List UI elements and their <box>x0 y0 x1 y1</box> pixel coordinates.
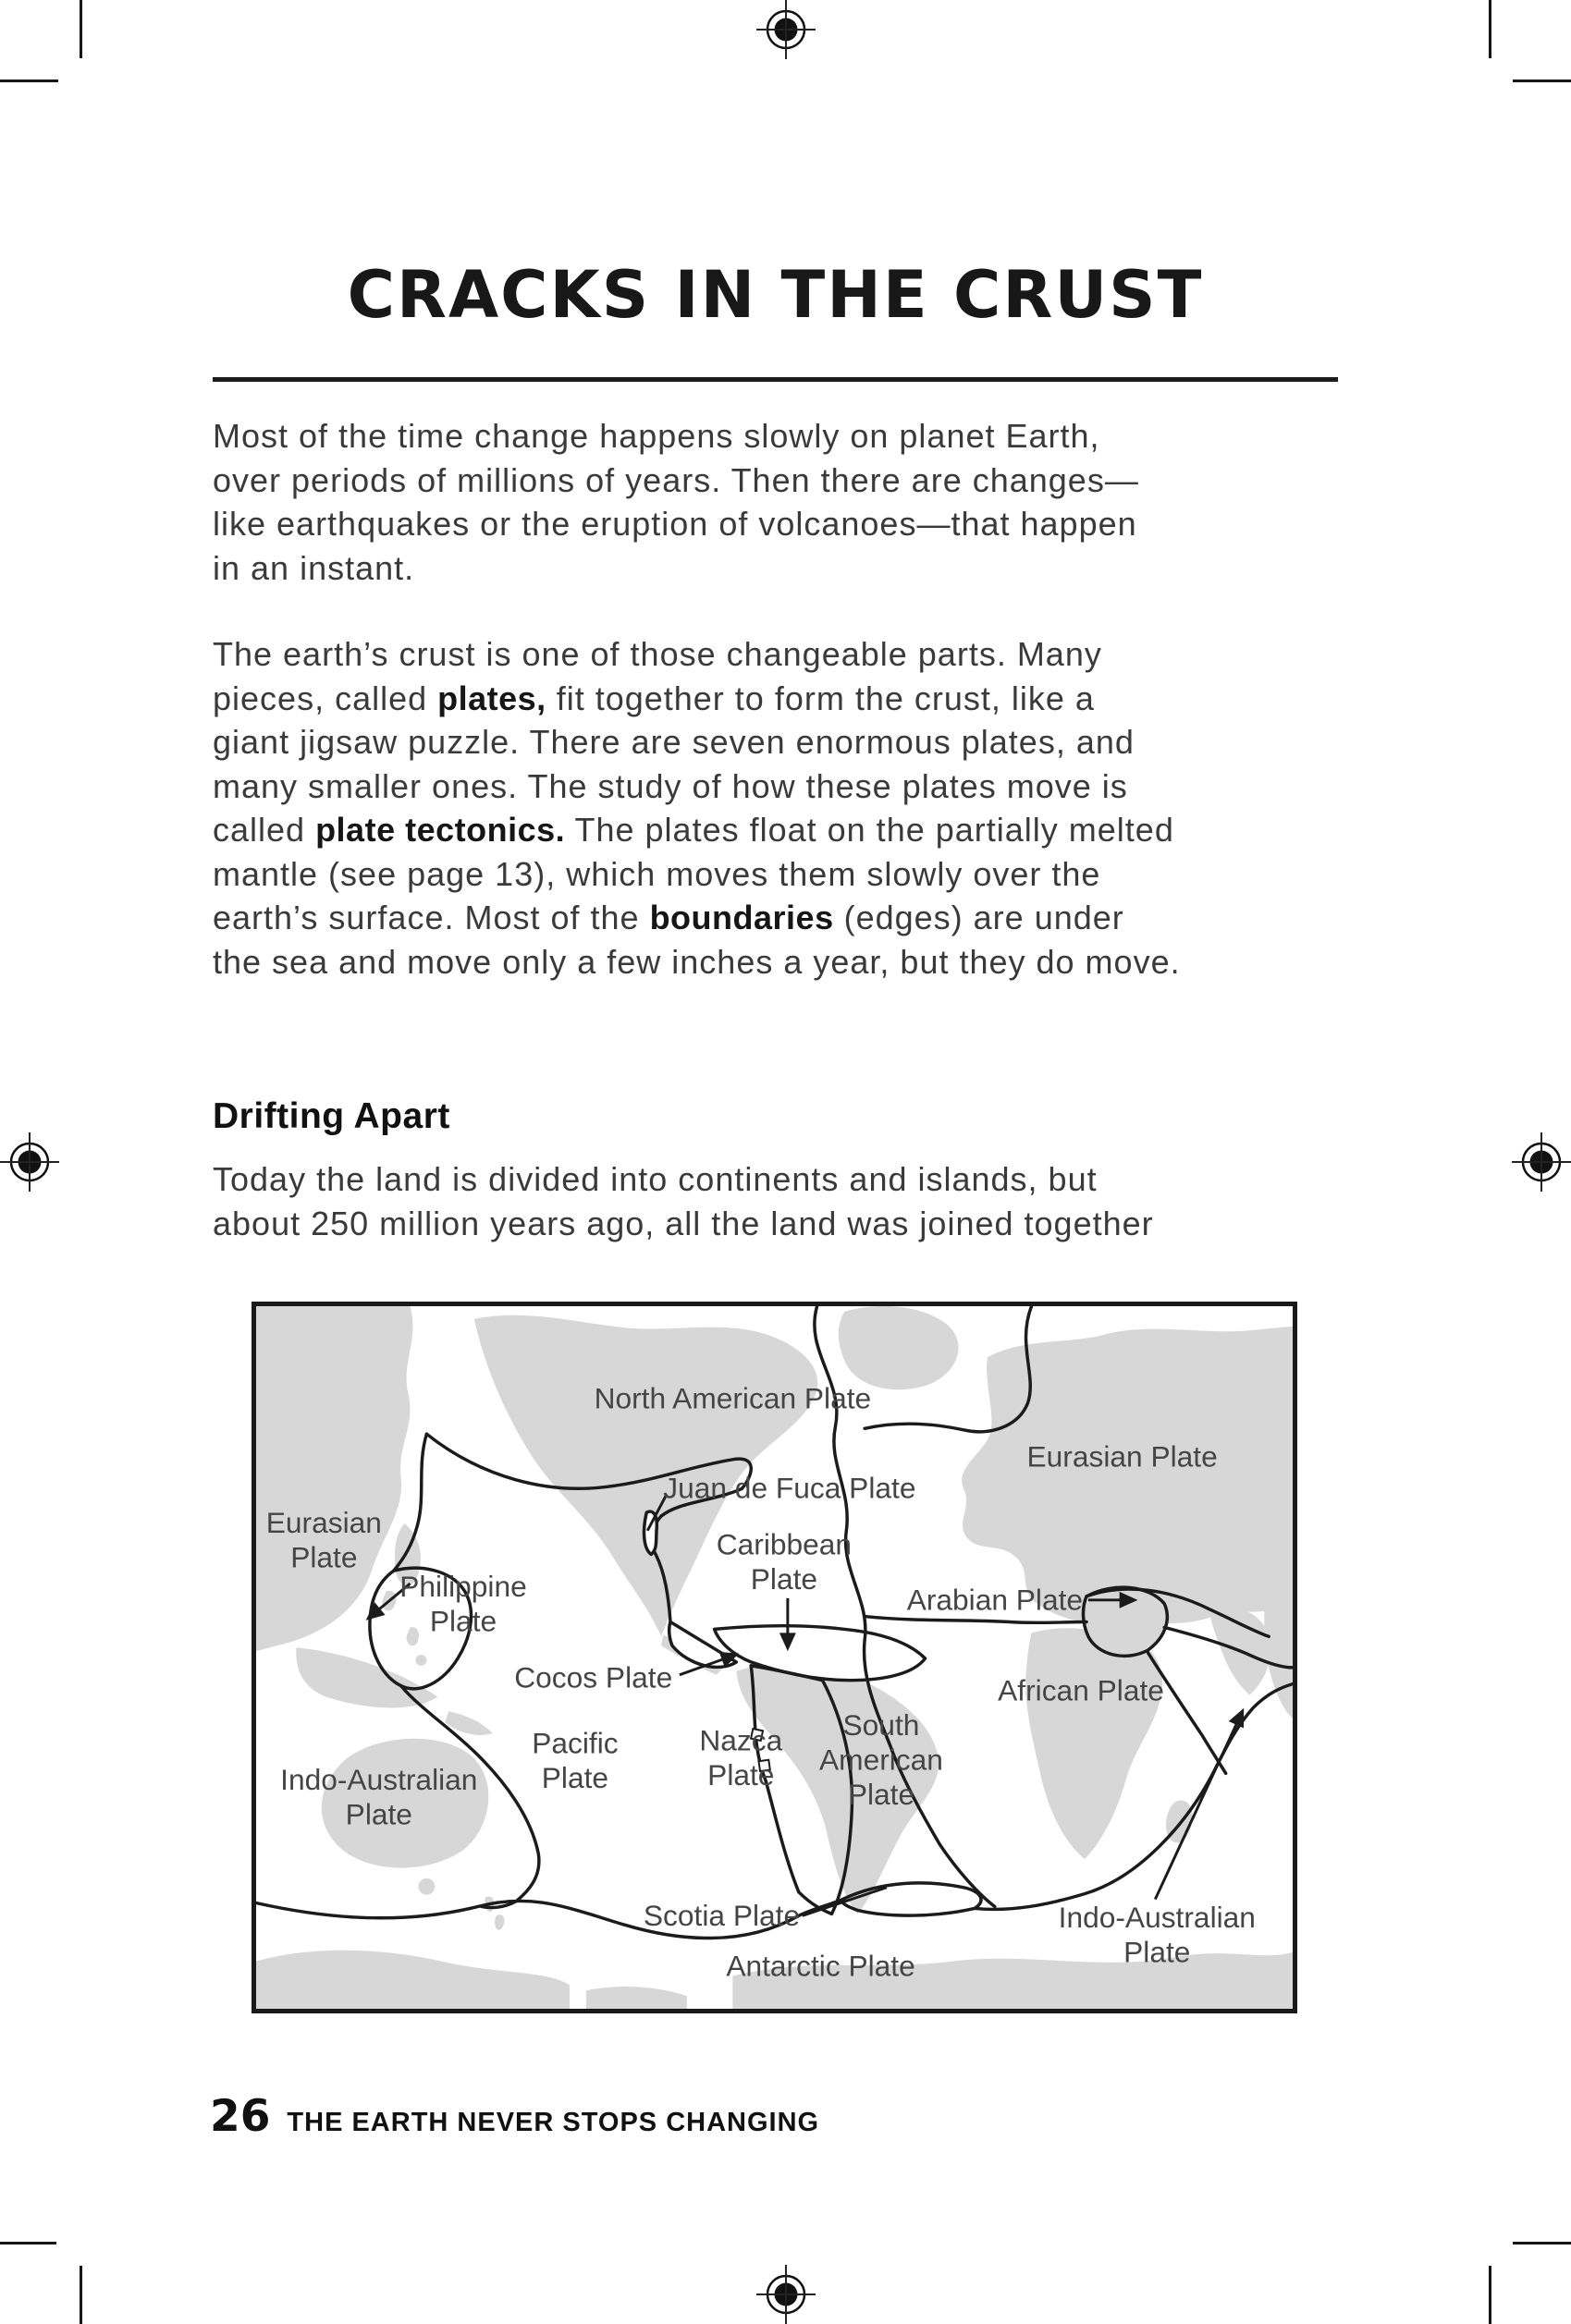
text-line: The earth’s crust is one of those changeable parts. Many <box>213 635 1102 673</box>
text-line: pieces, called plates, fit together to form the crust, like a <box>213 679 1095 717</box>
page-title: CRACKS IN THE CRUST <box>347 257 1204 333</box>
map-label-eurasian-plate-right: Eurasian Plate <box>1026 1439 1218 1474</box>
text-line: like earthquakes or the eruption of volcanoes—that happen <box>213 505 1137 543</box>
text-line: giant jigsaw puzzle. There are seven enormous plates, and <box>213 723 1135 761</box>
registration-mark-left-icon <box>0 1131 61 1193</box>
map-label-nazca-plate: Nazca <box>699 1723 783 1757</box>
paragraph-intro <box>213 414 1415 590</box>
map-label-juan-de-fuca-plate: Juan de Fuca Plate <box>663 1471 916 1505</box>
map-label-arabian-plate: Arabian Plate <box>906 1583 1084 1617</box>
crop-mark-bottom-left-horizontal <box>0 2242 56 2244</box>
paragraph-drifting <box>213 1157 1415 1245</box>
map-label-scotia-plate: Scotia Plate <box>643 1899 801 1933</box>
page-footer <box>210 2091 819 2142</box>
page-number: 26 <box>210 2091 271 2142</box>
text-line: earth’s surface. Most of the boundaries (edges) are under <box>213 899 1124 936</box>
map-label-south-american-plate: Plate <box>847 1777 915 1811</box>
crop-mark-bottom-right-horizontal <box>1513 2242 1571 2244</box>
crop-mark-top-left-vertical <box>80 0 82 58</box>
text-line: in an instant. <box>213 548 415 587</box>
map-label-eurasian-plate-left: Eurasian <box>265 1505 382 1539</box>
text-line: mantle (see page 13), which moves them slowly over the <box>213 854 1101 893</box>
tectonic-plate-map-figure <box>252 1302 1297 2013</box>
book-title: THE EARTH NEVER STOPS CHANGING <box>287 2108 820 2137</box>
map-label-indo-australian-plate-left: Plate <box>345 1797 412 1831</box>
map-label-philippine-plate: Plate <box>429 1604 497 1638</box>
map-label-african-plate: African Plate <box>998 1673 1164 1707</box>
registration-mark-bottom-icon <box>755 2263 817 2324</box>
map-label-south-american-plate: South <box>842 1707 920 1742</box>
world-plate-map <box>256 1306 1293 2009</box>
section-heading: Drifting Apart <box>213 1096 450 1136</box>
text-line: called plate tectonics. The plates float on the partially melted <box>213 811 1174 849</box>
text-line: about 250 million years ago, all the land was joined together <box>213 1204 1154 1242</box>
crop-mark-top-right-horizontal <box>1513 80 1571 82</box>
map-label-indo-australian-plate-right: Indo-Australian <box>1058 1901 1256 1935</box>
text-line: the sea and move only a few inches a year, but they do move. <box>213 942 1181 981</box>
map-label-pacific-plate: Plate <box>541 1761 609 1795</box>
map-label-antarctic-plate: Antarctic Plate <box>726 1949 915 1983</box>
crop-mark-top-right-vertical <box>1489 0 1491 58</box>
crop-mark-bottom-left-vertical <box>80 2266 82 2324</box>
map-label-philippine-plate: Philippine <box>399 1569 527 1603</box>
text-line: Most of the time change happens slowly on planet Earth, <box>213 417 1100 455</box>
map-label-indo-australian-plate-left: Indo-Australian <box>280 1763 478 1797</box>
map-label-south-american-plate: American <box>819 1743 943 1777</box>
paragraph-crust <box>213 632 1415 984</box>
map-label-pacific-plate: Pacific <box>532 1726 619 1760</box>
text-line: over periods of millions of years. Then there are changes— <box>213 460 1139 499</box>
registration-mark-right-icon <box>1510 1131 1571 1193</box>
text-line: many smaller ones. The study of how these plates move is <box>213 766 1128 805</box>
crop-mark-top-left-horizontal <box>0 80 58 82</box>
map-label-north-american-plate: North American Plate <box>594 1381 872 1415</box>
map-label-indo-australian-plate-right: Plate <box>1123 1935 1191 1969</box>
map-arrow-indo-australian-plate-right <box>1155 1721 1237 1899</box>
map-label-cocos-plate: Cocos Plate <box>514 1660 673 1694</box>
map-label-eurasian-plate-left: Plate <box>290 1540 358 1574</box>
map-label-caribbean-plate: Caribbean <box>716 1527 853 1561</box>
text-line: Today the land is divided into continents and islands, but <box>213 1160 1098 1198</box>
crop-mark-bottom-right-vertical <box>1489 2266 1491 2324</box>
title-rule <box>213 377 1338 382</box>
map-leader-line-scotia-plate <box>803 1888 887 1916</box>
registration-mark-top-icon <box>755 0 817 61</box>
map-label-nazca-plate: Plate <box>707 1758 775 1792</box>
map-label-caribbean-plate: Plate <box>750 1562 818 1596</box>
